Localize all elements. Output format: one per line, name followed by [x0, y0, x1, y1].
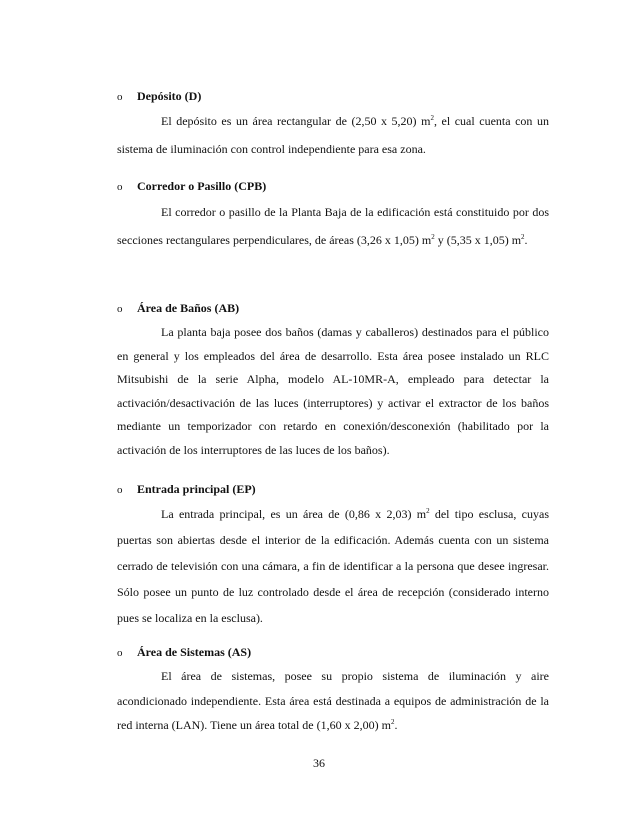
- paragraph-text: , el cual cuenta con un sistema de iluminación con control independiente para esa zona.: [117, 114, 549, 156]
- paragraph-text: El corredor o pasillo de la Planta Baja de la edificación está constituido por dos secciones rectangulares perpendiculares, de áreas (3,26 x 1,05) m: [117, 205, 549, 247]
- page-number: 36: [313, 756, 325, 770]
- section-paragraph: [117, 107, 549, 163]
- superscript: 2: [430, 114, 434, 122]
- paragraph-text: La planta baja posee dos baños (damas y caballeros) destinados para el público en general y los empleados del área de desarrollo. Esta área posee instalado un RLC Mitsubishi de la serie Alpha, modelo AL-10MR-A, empleado para detectar la activación/desactivación de las luces (interruptores) y activar el extractor de los baños mediante un temporizador con retardo en conexión/desconexión (habilitado por la activación de los interruptores de las luces de los baños).: [117, 325, 549, 457]
- paragraph-text: El depósito es un área rectangular de (2,50 x 5,20) m: [161, 114, 431, 128]
- paragraph-text: .: [524, 232, 528, 247]
- paragraph-text: del tipo esclusa, cuyas puertas son abiertas desde el interior de la edificación. Además cuenta con un sistema cerrado de televisión con una cámara, a fin de identificar a la persona que desee ingresar. Sólo posee un punto de luz controlado desde el área de recepción (considerado interno pues se localiza en la esclusa).: [117, 507, 549, 625]
- section-heading: Área de Sistemas (AS): [137, 645, 252, 659]
- paragraph-text: La entrada principal, es un área de (0,86 x 2,03) m: [161, 507, 427, 521]
- bullet-marker: o: [117, 303, 123, 315]
- section-paragraph: [117, 321, 549, 463]
- superscript: 2: [431, 232, 435, 241]
- bullet-marker: o: [117, 484, 123, 496]
- superscript: 2: [426, 507, 430, 515]
- section-paragraph: [117, 664, 549, 738]
- paragraph-text: .: [394, 718, 398, 732]
- section-heading: Corredor o Pasillo (CPB): [137, 179, 267, 193]
- section-heading: Depósito (D): [137, 89, 202, 103]
- bullet-marker: o: [117, 181, 123, 193]
- superscript: 2: [521, 232, 525, 241]
- section-paragraph: [117, 501, 549, 631]
- section-heading: Área de Baños (AB): [137, 301, 240, 315]
- paragraph-text: El área de sistemas, posee su propio sistema de iluminación y aire acondicionado independiente. Esta área está destinada a equipos de administración de la red interna (LAN). Tiene un área total de (1,60 x 2,00) m: [117, 669, 549, 732]
- paragraph-text: y (5,35 x 1,05) m: [434, 232, 522, 247]
- section-paragraph: [117, 199, 549, 254]
- bullet-marker: o: [117, 647, 123, 659]
- bullet-marker: o: [117, 91, 123, 103]
- superscript: 2: [390, 718, 395, 726]
- section-heading: Entrada principal (EP): [137, 482, 256, 496]
